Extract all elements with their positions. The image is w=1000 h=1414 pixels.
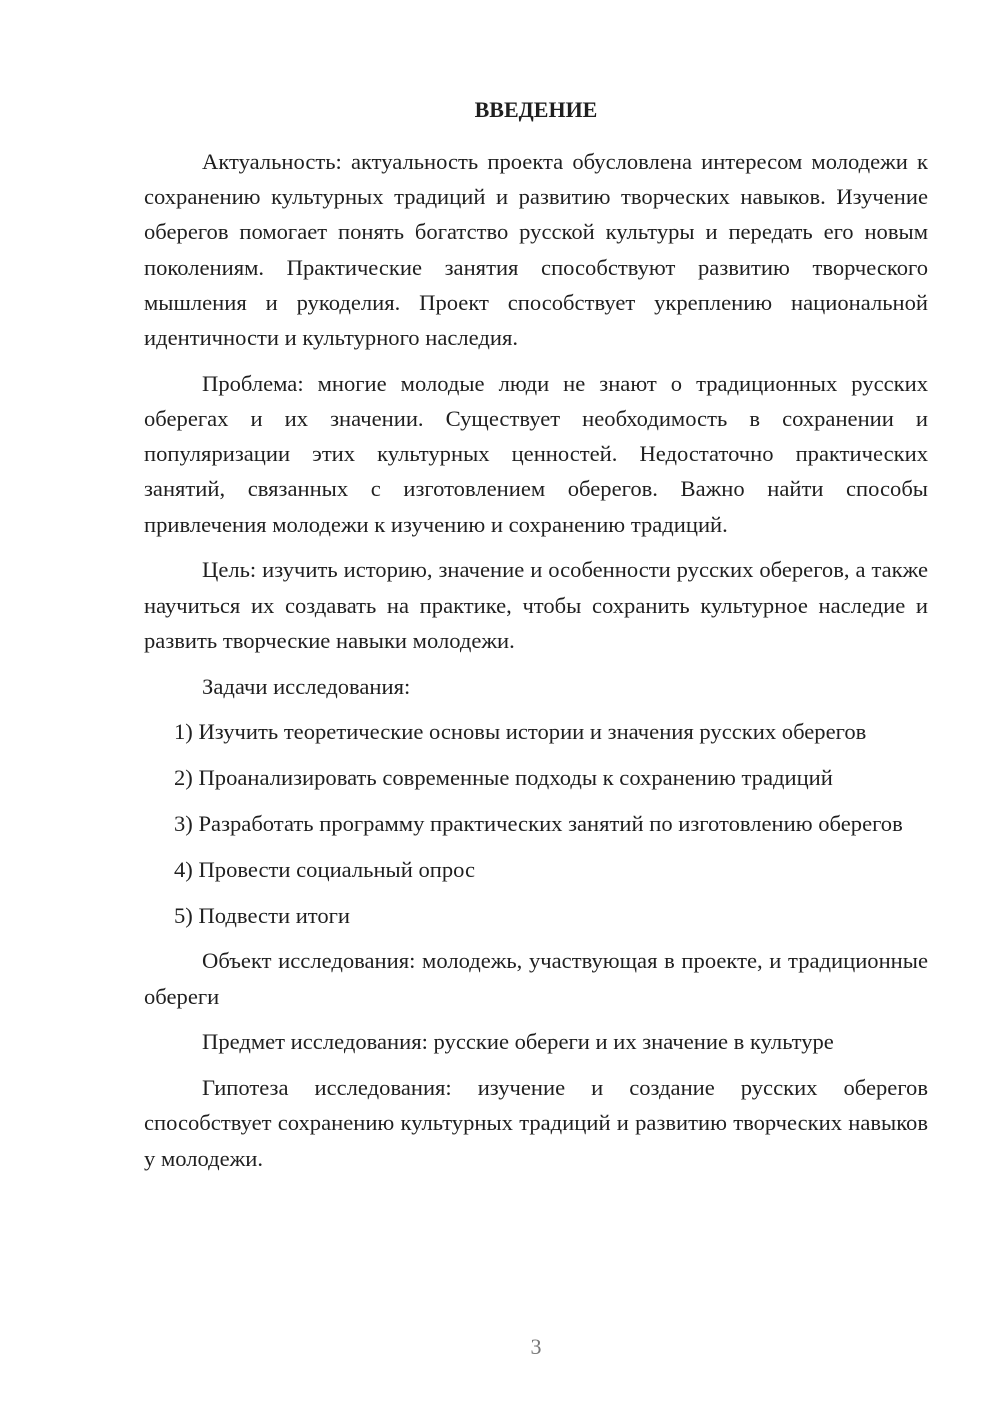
task-item: 1) Изучить теоретические основы истории и значения русских оберегов — [174, 719, 867, 745]
problem-paragraph: Проблема: многие молодые люди не знают о традиционных русских оберегах и их значении. Существует необходимость в сохранении и популяризации этих культурных ценностей. Недостаточно практических занятий, связанных с изготовлением оберегов. Важно найти способы привлечения молодежи к изучению и сохранению традиций. — [144, 370, 928, 537]
task-item: 4) Провести социальный опрос — [174, 856, 476, 882]
section-heading: ВВЕДЕНИЕ — [474, 97, 598, 122]
relevance-paragraph: Актуальность: актуальность проекта обусловлена интересом молодежи к сохранению культурных традиций и развитию творческих навыков. Изучение оберегов помогает понять богатство русской культуры и передать его новым поколениям. Практические занятия способствуют развитию творческого мышления и рукоделия. Проект способствует укреплению национальной идентичности и культурного наследия. — [144, 149, 928, 351]
task-item: 5) Подвести итоги — [174, 902, 351, 928]
page-number: 3 — [530, 1334, 542, 1359]
object-paragraph: Объект исследования: молодежь, участвующая в проекте, и традиционные обереги — [144, 948, 928, 1009]
tasks-title: Задачи исследования: — [202, 673, 411, 699]
document-page — [144, 96, 928, 1186]
task-item: 3) Разработать программу практических занятий по изготовлению оберегов — [174, 811, 903, 837]
task-item: 2) Проанализировать современные подходы к сохранению традиций — [174, 765, 833, 791]
goal-paragraph: Цель: изучить историю, значение и особенности русских оберегов, а также научиться их создавать на практике, чтобы сохранить культурное наследие и развить творческие навыки молодежи. — [144, 557, 928, 653]
hypothesis-paragraph: Гипотеза исследования: изучение и создание русских оберегов способствует сохранению культурных традиций и развитию творческих навыков у молодежи. — [144, 1075, 928, 1171]
subject-paragraph: Предмет исследования: русские обереги и их значение в культуре — [202, 1029, 834, 1055]
